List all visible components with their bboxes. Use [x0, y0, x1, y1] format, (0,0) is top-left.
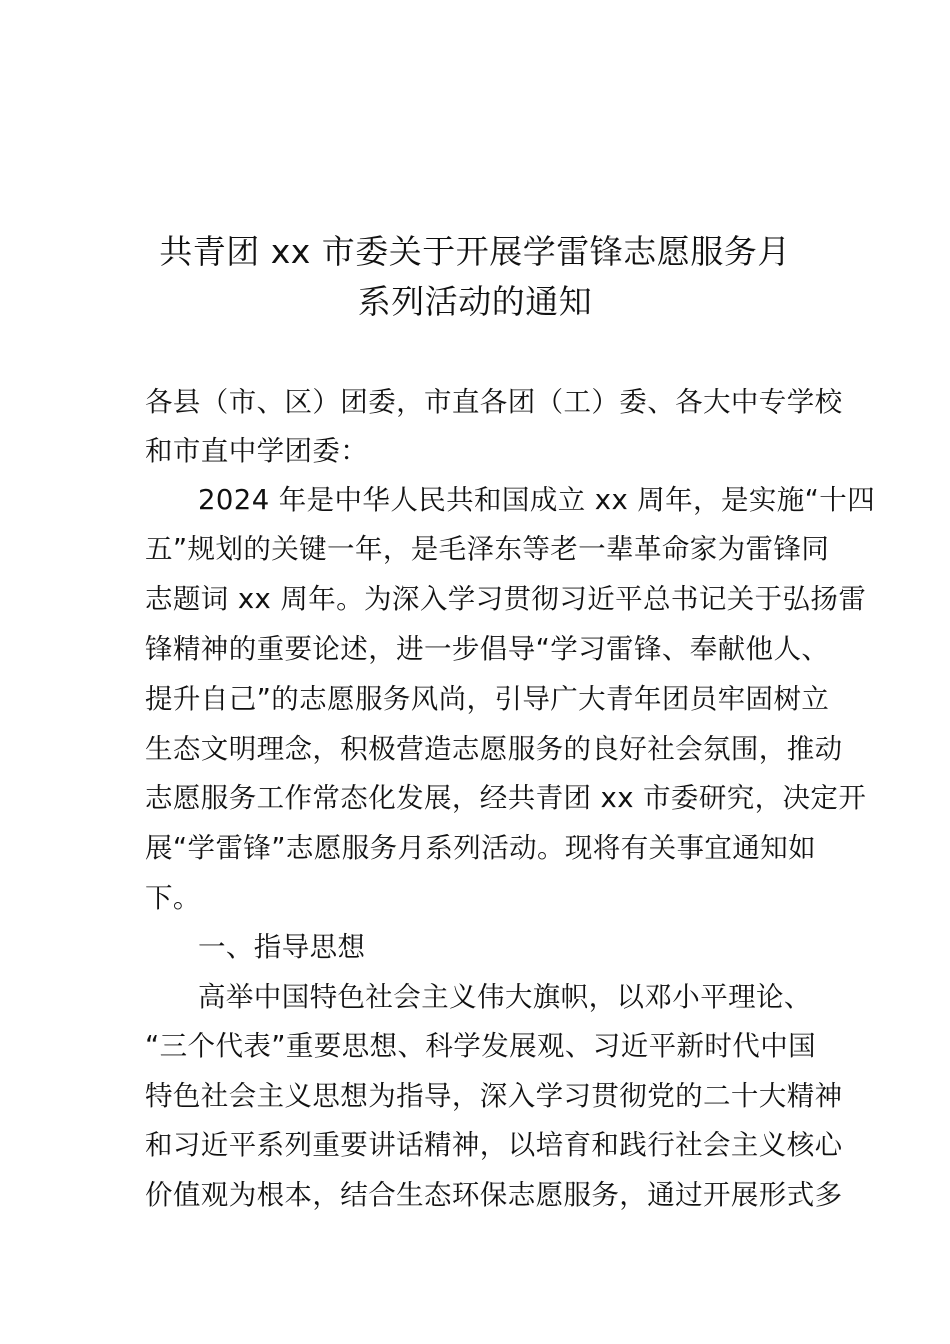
intro-line: 五”规划的关键一年，是毛泽东等老一辈革命家为雷锋同 [145, 533, 830, 565]
intro-line: 锋精神的重要论述，进一步倡导“学习雷锋、奉献他人、 [145, 633, 830, 665]
section-body-line: 特色社会主义思想为指导，深入学习贯彻党的二十大精神 [145, 1080, 843, 1112]
document-title-line-2: 系列活动的通知 [357, 282, 593, 321]
intro-line: 2024 年是中华人民共和国成立 xx 周年，是实施“十四 [198, 484, 876, 516]
section-heading: 一、指导思想 [198, 931, 366, 963]
intro-line: 生态文明理念，积极营造志愿服务的良好社会氛围，推动 [145, 733, 843, 765]
intro-line: 提升自己”的志愿服务风尚，引导广大青年团员牢固树立 [145, 683, 830, 715]
salutation-line-1: 各县（市、区）团委，市直各团（工）委、各大中专学校 [145, 386, 843, 418]
intro-line: 下。 [145, 882, 201, 914]
intro-line: 展“学雷锋”志愿服务月系列活动。现将有关事宜通知如 [145, 832, 816, 864]
section-body-line: 和习近平系列重要讲话精神，以培育和践行社会主义核心 [145, 1129, 843, 1161]
section-body-line: 价值观为根本，结合生态环保志愿服务，通过开展形式多 [145, 1179, 843, 1211]
section-body-line: “三个代表”重要思想、科学发展观、习近平新时代中国 [145, 1030, 816, 1062]
salutation-line-2: 和市直中学团委： [145, 435, 369, 467]
intro-line: 志愿服务工作常态化发展，经共青团 xx 市委研究，决定开 [145, 782, 867, 814]
intro-line: 志题词 xx 周年。为深入学习贯彻习近平总书记关于弘扬雷 [145, 583, 867, 615]
document-title-line-1: 共青团 xx 市委关于开展学雷锋志愿服务月 [159, 232, 791, 271]
section-body-line: 高举中国特色社会主义伟大旗帜，以邓小平理论、 [198, 981, 812, 1013]
